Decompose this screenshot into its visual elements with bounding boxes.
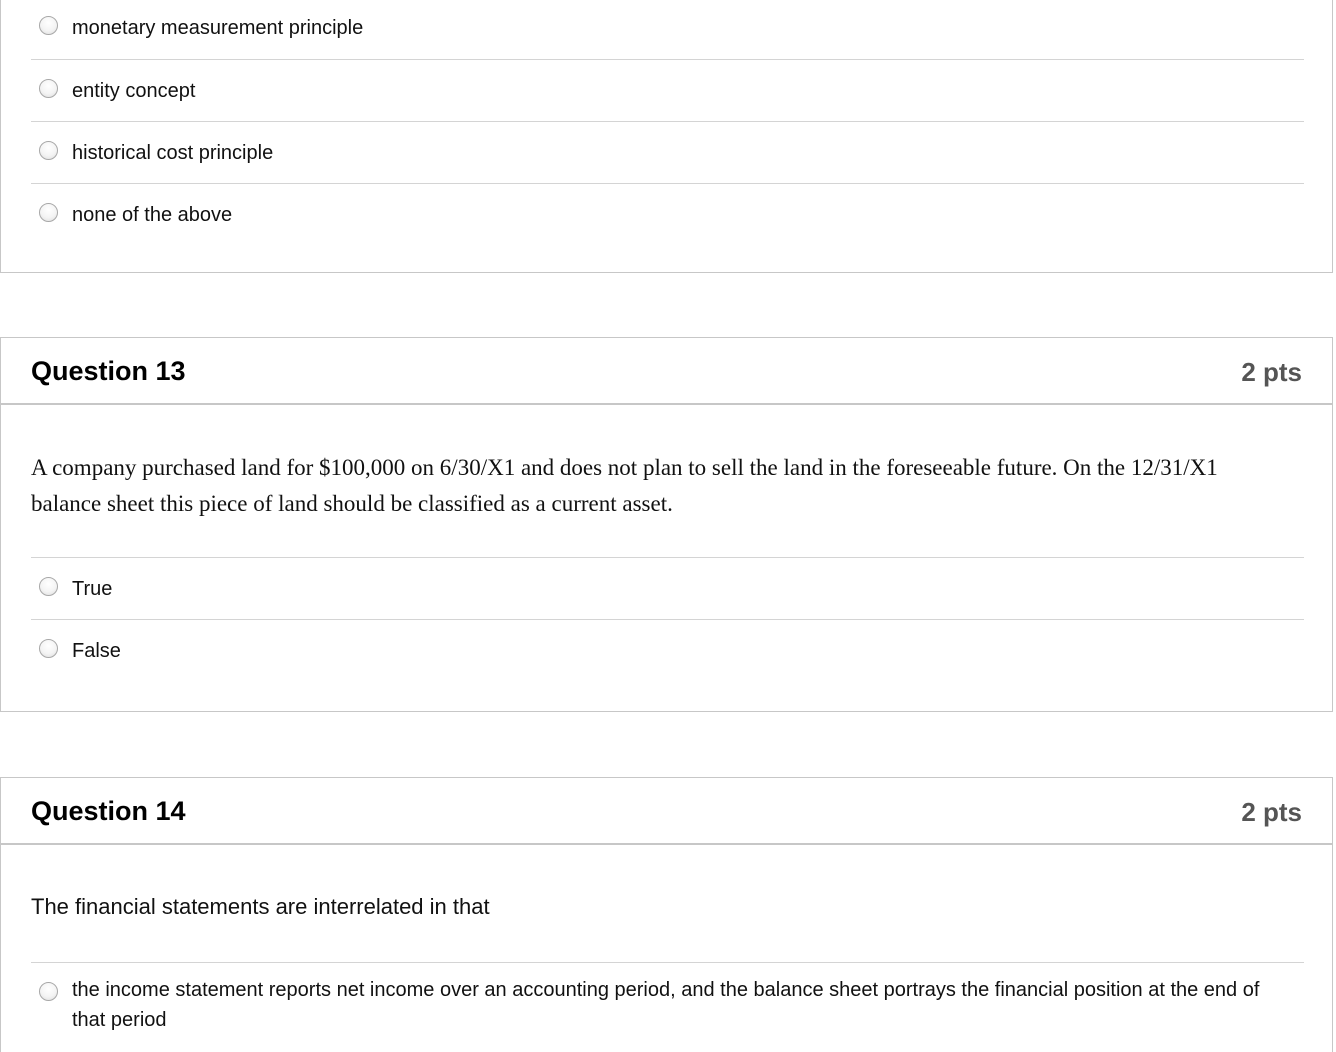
radio-button[interactable] — [39, 982, 58, 1001]
question-title: Question 13 — [31, 356, 186, 386]
answer-option-true[interactable] — [31, 557, 1304, 619]
question-card-14 — [0, 777, 1333, 1052]
answer-label: True — [72, 578, 113, 600]
question-header — [1, 338, 1332, 405]
answer-label: monetary measurement principle — [72, 17, 364, 39]
radio-button[interactable] — [39, 141, 58, 160]
question-card-previous — [0, 0, 1333, 273]
question-card-13 — [0, 337, 1333, 712]
answer-list — [31, 557, 1304, 681]
radio-button[interactable] — [39, 203, 58, 222]
answer-option[interactable] — [31, 121, 1304, 183]
answer-list — [31, 0, 1304, 245]
answer-option-false[interactable] — [31, 619, 1304, 681]
question-text: A company purchased land for $100,000 on 6/30/X1 and does not plan to sell the land in the foreseeable future. On the 12/31/X1 balance sheet this piece of land should be classified as a current asset. — [31, 455, 1218, 516]
answer-label: False — [72, 640, 121, 662]
question-points: 2 pts — [1241, 357, 1302, 387]
answer-label: entity concept — [72, 80, 196, 102]
answer-option[interactable] — [31, 183, 1304, 245]
answer-label: historical cost principle — [72, 142, 274, 164]
radio-button[interactable] — [39, 639, 58, 658]
radio-button[interactable] — [39, 79, 58, 98]
answer-label: none of the above — [72, 204, 233, 226]
question-header — [1, 778, 1332, 845]
radio-button[interactable] — [39, 577, 58, 596]
answer-label: the income statement reports net income over an accounting period, and the balance sheet portrays the financial position at the end of that period — [72, 979, 1260, 1031]
answer-option[interactable] — [31, 962, 1304, 1050]
radio-button[interactable] — [39, 16, 58, 35]
question-title: Question 14 — [31, 796, 186, 826]
question-text: The financial statements are interrelated in that — [31, 894, 490, 919]
answer-option[interactable] — [31, 59, 1304, 121]
answer-list — [31, 962, 1304, 1050]
answer-option[interactable] — [31, 0, 1304, 59]
question-points: 2 pts — [1241, 797, 1302, 827]
